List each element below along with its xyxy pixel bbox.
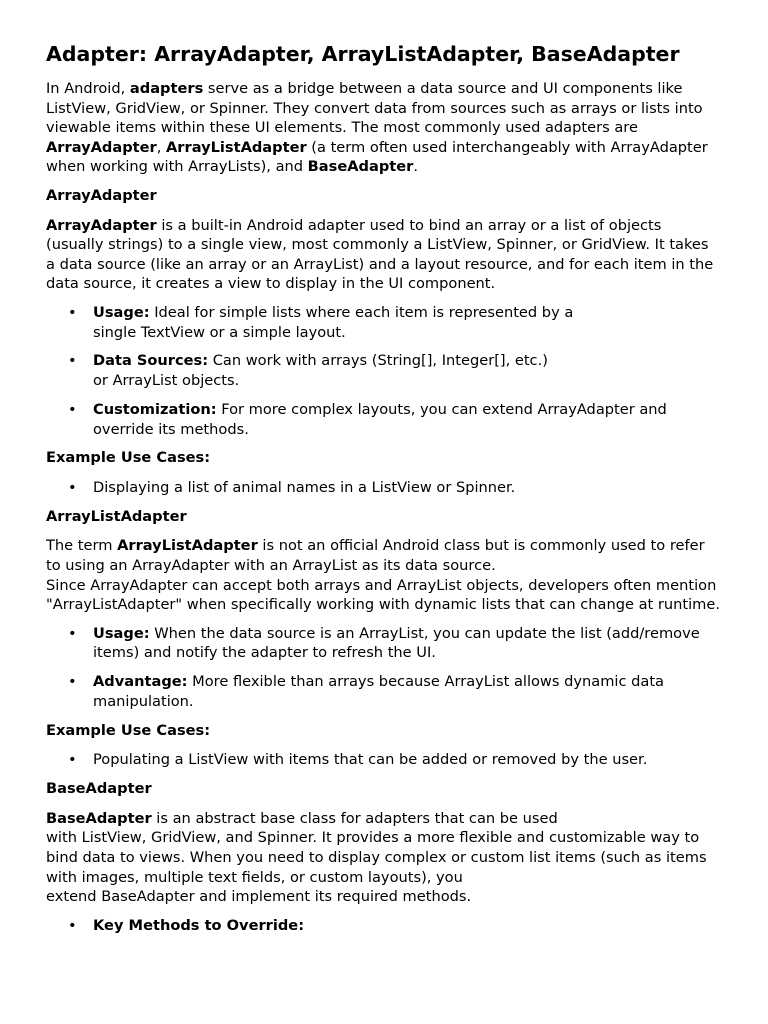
arrayadapter-features-list [46, 303, 722, 439]
arraylistadapter-examples-list [46, 750, 722, 770]
arrayadapter-examples-list [46, 478, 722, 498]
list-item: • Key Methods to Override: [46, 916, 722, 936]
list-item: • Advantage: More flexible than arrays because ArrayList allows dynamic data manipulation. [46, 672, 722, 711]
page-title: Adapter: ArrayAdapter, ArrayListAdapter, BaseAdapter [46, 42, 680, 66]
list-item: • Usage: Ideal for simple lists where each item is represented by a single TextView or a simple layout. [46, 303, 722, 342]
list-item: • Populating a ListView with items that can be added or removed by the user. [46, 750, 722, 770]
arraylistadapter-features-list [46, 624, 722, 712]
arraylistadapter-paragraph: The term ArrayListAdapter is not an official Android class but is commonly used to refer to using an ArrayAdapter with an ArrayList as its data source. Since ArrayAdapter can accept both arrays and ArrayList objects, developers often mention "ArrayListAdapter" when specifically working with dynamic lists that can change at runtime. [46, 537, 721, 614]
list-item: • Data Sources: Can work with arrays (String[], Integer[], etc.) or ArrayList objects. [46, 351, 722, 390]
section-heading-baseadapter: BaseAdapter [46, 780, 152, 798]
baseadapter-paragraph: BaseAdapter is an abstract base class for adapters that can be used with ListView, GridView, and Spinner. It provides a more flexible and customizable way to bind data to views. When you need to display complex or custom list items (such as items with images, multiple text fields, or custom layouts), you extend BaseAdapter and implement its required methods. [46, 809, 707, 906]
section-heading-arraylistadapter: ArrayListAdapter [46, 507, 187, 525]
example-use-cases-heading: Example Use Cases: [46, 449, 211, 467]
baseadapter-methods-list [46, 916, 722, 936]
example-use-cases-heading: Example Use Cases: [46, 721, 211, 739]
list-item: • Usage: When the data source is an ArrayList, you can update the list (add/remove items) and notify the adapter to refresh the UI. [46, 624, 722, 663]
intro-paragraph: In Android, adapters serve as a bridge between a data source and UI components like ListView, GridView, or Spinner. They convert data from sources such as arrays or lists into viewable items within these UI elements. The most commonly used adapters are ArrayAdapter, ArrayListAdapter (a term often used interchangeably with ArrayAdapter when working with ArrayLists), and BaseAdapter. [46, 80, 708, 176]
list-item: • Displaying a list of animal names in a ListView or Spinner. [46, 478, 722, 498]
list-item: • Customization: For more complex layouts, you can extend ArrayAdapter and override its methods. [46, 400, 722, 439]
section-heading-arrayadapter: ArrayAdapter [46, 186, 157, 204]
arrayadapter-paragraph: ArrayAdapter is a built-in Android adapter used to bind an array or a list of objects (usually strings) to a single view, most commonly a ListView, Spinner, or GridView. It takes a data source (like an array or an ArrayList) and a layout resource, and for each item in the data source, it creates a view to display in the UI component. [46, 216, 714, 293]
